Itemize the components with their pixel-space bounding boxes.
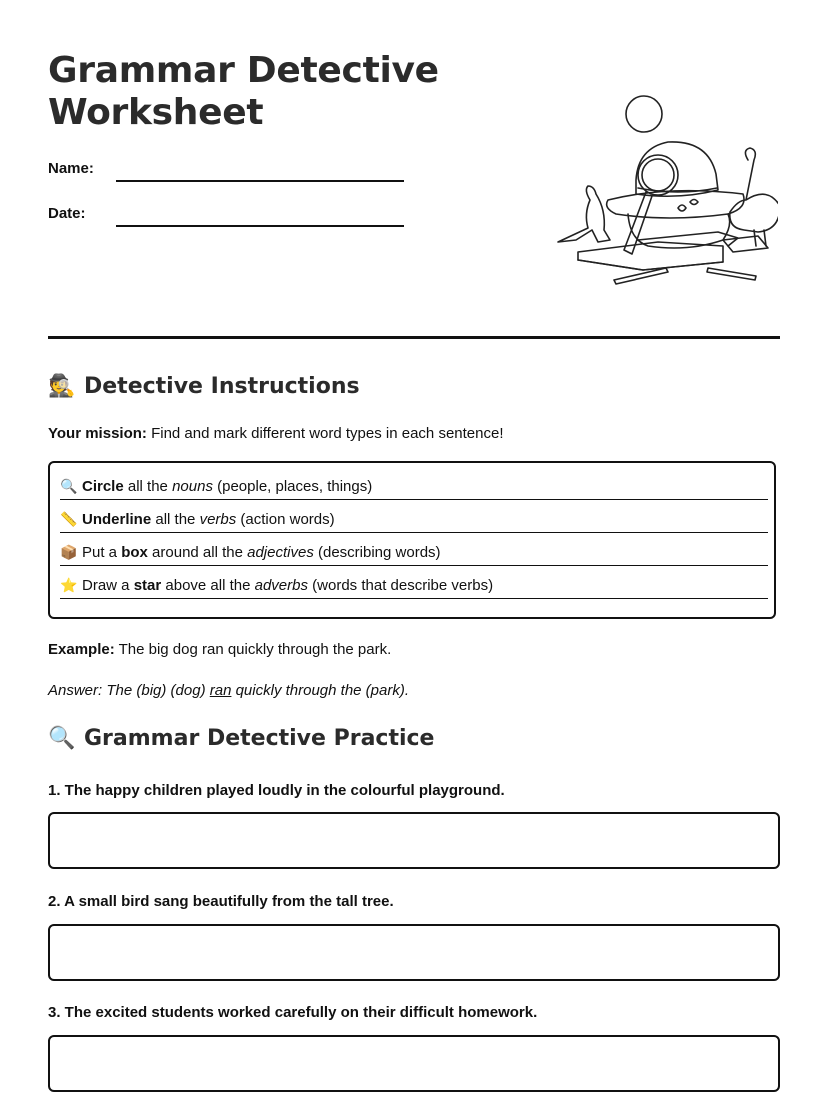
instruction-row-underline (60, 506, 768, 533)
instruction-text: Draw a (82, 577, 134, 594)
instruction-action: Circle (82, 478, 124, 495)
page-title: Grammar Detective Worksheet (48, 50, 439, 133)
instruction-text: all the (151, 511, 200, 528)
instruction-row-box (60, 539, 768, 566)
magnifier-icon: 🔍 (60, 478, 78, 494)
instructions-heading (48, 374, 360, 399)
date-field (48, 205, 408, 229)
example-sentence: The big dog ran quickly through the park. (114, 641, 392, 658)
instruction-word-type: nouns (172, 478, 213, 495)
instruction-text: around all the (147, 544, 248, 561)
instruction-row-star (60, 572, 768, 599)
header-divider (48, 336, 780, 339)
question-3-label: 3. The excited students worked carefully on their difficult homework. (48, 1004, 538, 1021)
answer-text: quickly through the (park). (231, 682, 410, 699)
pencil-icon (707, 268, 756, 280)
example-answer (48, 682, 409, 699)
instruction-text: above all the (161, 577, 255, 594)
instruction-text: all the (123, 478, 173, 495)
mission-body: Find and mark different word types in each sentence! (146, 425, 504, 442)
name-field (48, 160, 408, 184)
instruction-row-circle (60, 473, 768, 500)
answer-underlined-verb: ran (209, 682, 232, 699)
instruction-text: (words that describe verbs) (308, 577, 494, 594)
star-icon: ⭐ (60, 577, 78, 593)
instruction-text: (action words) (236, 511, 335, 528)
instruction-word-type: adjectives (247, 544, 314, 561)
date-label: Date: (48, 205, 86, 222)
box-icon: 📦 (60, 544, 78, 560)
magnifying-glass-icon (638, 155, 678, 195)
instruction-text: (describing words) (313, 544, 441, 561)
detective-illustration (518, 90, 778, 290)
instruction-word-type: verbs (199, 511, 237, 528)
instructions-heading-text: Detective Instructions (84, 374, 360, 399)
card-symbol-shape (678, 200, 698, 212)
practice-heading (48, 726, 434, 751)
example-label: Example: (48, 641, 115, 658)
question-2-label: 2. A small bird sang beautifully from the tall tree. (48, 893, 394, 910)
magnifier-icon: 🔍 (48, 726, 76, 751)
example-line (48, 641, 391, 658)
name-line[interactable] (116, 180, 404, 182)
answer-text: Answer: The (big) (dog) (48, 682, 210, 699)
instruction-word-type: adverbs (254, 577, 308, 594)
magnifying-lens-shape (642, 159, 674, 191)
practice-heading-text: Grammar Detective Practice (84, 726, 435, 751)
bubble-shape (626, 96, 662, 132)
name-label: Name: (48, 160, 94, 177)
kangaroo-icon (558, 186, 610, 242)
mission-text (48, 425, 504, 442)
mission-label: Your mission: (48, 425, 147, 442)
instruction-action: Underline (82, 511, 152, 528)
book-page-line (578, 260, 723, 270)
ruler-icon: 📏 (60, 511, 78, 527)
instruction-text: Put a (82, 544, 122, 561)
question-3-answer-box[interactable] (48, 1035, 780, 1092)
instructions-box (48, 461, 776, 619)
question-1-answer-box[interactable] (48, 812, 780, 869)
instruction-text: (people, places, things) (212, 478, 373, 495)
date-line[interactable] (116, 225, 404, 227)
instruction-action: star (133, 577, 162, 594)
detective-icon: 🕵 (48, 374, 76, 399)
ostrich-icon (730, 148, 778, 232)
instruction-action: box (121, 544, 148, 561)
question-2-answer-box[interactable] (48, 924, 780, 981)
question-1-label: 1. The happy children played loudly in the colourful playground. (48, 782, 505, 799)
